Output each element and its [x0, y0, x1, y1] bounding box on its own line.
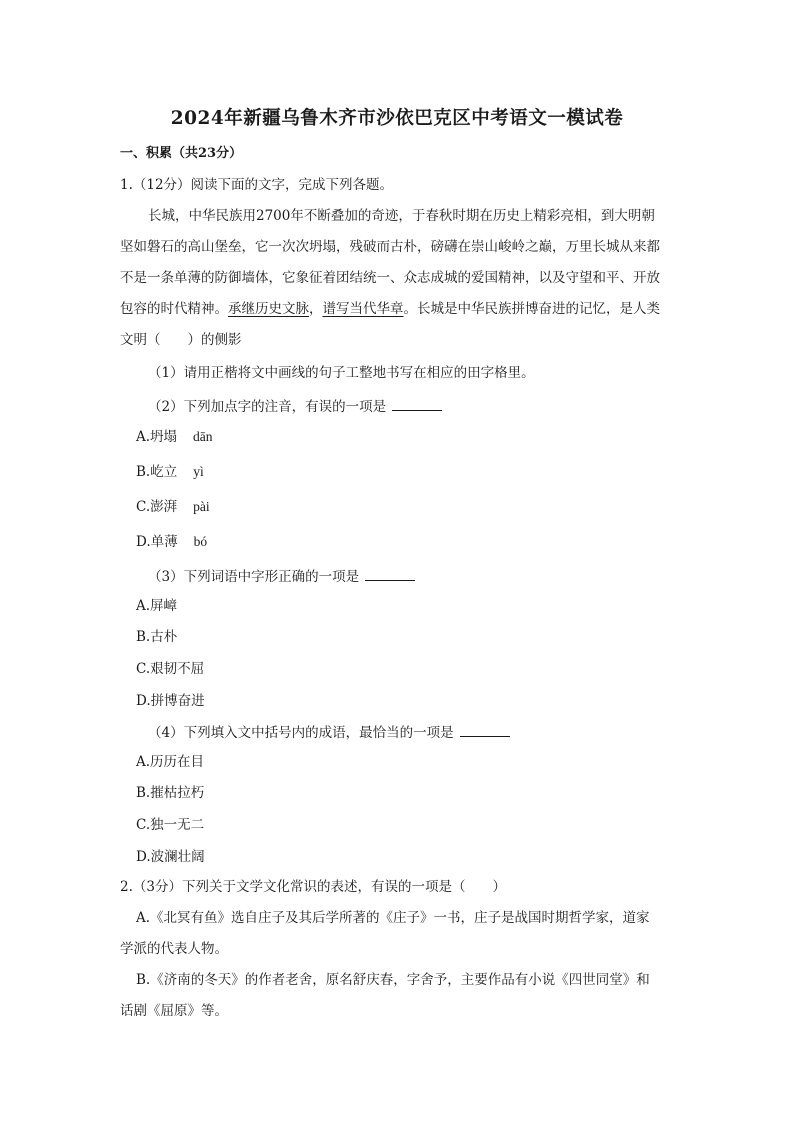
option-A[interactable]: A.历历在目: [136, 754, 205, 770]
option-D[interactable]: [136, 532, 207, 552]
q2-option-A-line-1[interactable]: A.《北冥有鱼》选自庄子及其后学所著的《庄子》一书，庄子是战国时期哲学家，道家: [136, 910, 650, 926]
passage-text: ，: [309, 301, 323, 317]
option-C[interactable]: [136, 497, 210, 517]
passage-line-1: 长城，中华民族用2700年不断叠加的奇迹，于春秋时期在历史上精彩亮相，到大明朝: [148, 208, 655, 224]
option-D[interactable]: D.波澜壮阔: [136, 849, 205, 865]
sub-question-1: （1）请用正楷将文中画线的句子工整地书写在相应的田字格里。: [148, 365, 535, 381]
sub-question-4-stem: [148, 722, 510, 743]
underlined-sentence-1: 承继历史文脉: [228, 301, 309, 317]
option-pinyin: bó: [193, 534, 208, 549]
option-B[interactable]: B.摧枯拉朽: [136, 785, 205, 801]
option-C[interactable]: C.独一无二: [136, 817, 205, 833]
option-B[interactable]: B.古朴: [136, 629, 178, 645]
question-2-stem: 2.（3分）下列关于文学文化常识的表述，有误的一项是（ ）: [120, 879, 506, 895]
option-C[interactable]: C.艰韧不屈: [136, 661, 205, 677]
option-label: C.澎湃: [136, 499, 178, 515]
option-B[interactable]: [136, 462, 204, 482]
option-label: B.屹立: [136, 464, 178, 480]
sub-question-3-text: （3）下列词语中字形正确的一项是: [148, 569, 360, 585]
q2-option-B-line-2: 话剧《屈原》等。: [120, 1003, 228, 1019]
passage-line-4: [120, 299, 660, 319]
q2-option-B-line-1[interactable]: B.《济南的冬天》的作者老舍，原名舒庆春，字舍予，主要作品有小说《四世同堂》和: [136, 972, 650, 988]
answer-blank[interactable]: [392, 396, 442, 411]
passage-line-3: 不是一条单薄的防御墙体，它象征着团结统一、众志成城的爱国精神，以及守望和平、开放: [120, 270, 660, 286]
sub-question-2-stem: [148, 396, 442, 417]
question-1-stem: 1.（12分）阅读下面的文字，完成下列各题。: [120, 177, 394, 193]
exam-title: 2024年新疆乌鲁木齐市沙依巴克区中考语文一模试卷: [170, 108, 624, 129]
option-label: D.单薄: [136, 534, 178, 550]
answer-blank[interactable]: [365, 566, 415, 581]
sub-question-2-text: （2）下列加点字的注音，有误的一项是: [148, 399, 387, 415]
option-pinyin: pài: [193, 499, 210, 514]
option-pinyin: yì: [193, 464, 204, 479]
option-pinyin: dān: [193, 429, 213, 444]
q2-option-A-line-2: 学派的代表人物。: [120, 941, 228, 957]
section-heading: 一、积累（共23分）: [120, 146, 243, 161]
passage-line-5: 文明（ ）的侧影: [120, 332, 242, 348]
sub-question-4-text: （4）下列填入文中括号内的成语，最恰当的一项是: [148, 725, 454, 741]
underlined-sentence-2: 谱写当代华章: [322, 301, 404, 317]
option-A[interactable]: [136, 427, 213, 447]
answer-blank[interactable]: [460, 722, 510, 737]
option-D[interactable]: D.拼博奋进: [136, 693, 205, 709]
option-label: A.坍塌: [136, 429, 178, 445]
passage-text: 。长城是中华民族拼博奋进的记忆，是人类: [403, 301, 660, 317]
passage-text: 包容的时代精神。: [120, 301, 228, 317]
sub-question-3-stem: [148, 566, 415, 587]
passage-line-2: 坚如磐石的高山堡垒，它一次次坍塌，残破而古朴，磅礴在崇山峻岭之巅，万里长城从来都: [120, 239, 660, 255]
option-A[interactable]: A.屏嶂: [136, 598, 178, 614]
